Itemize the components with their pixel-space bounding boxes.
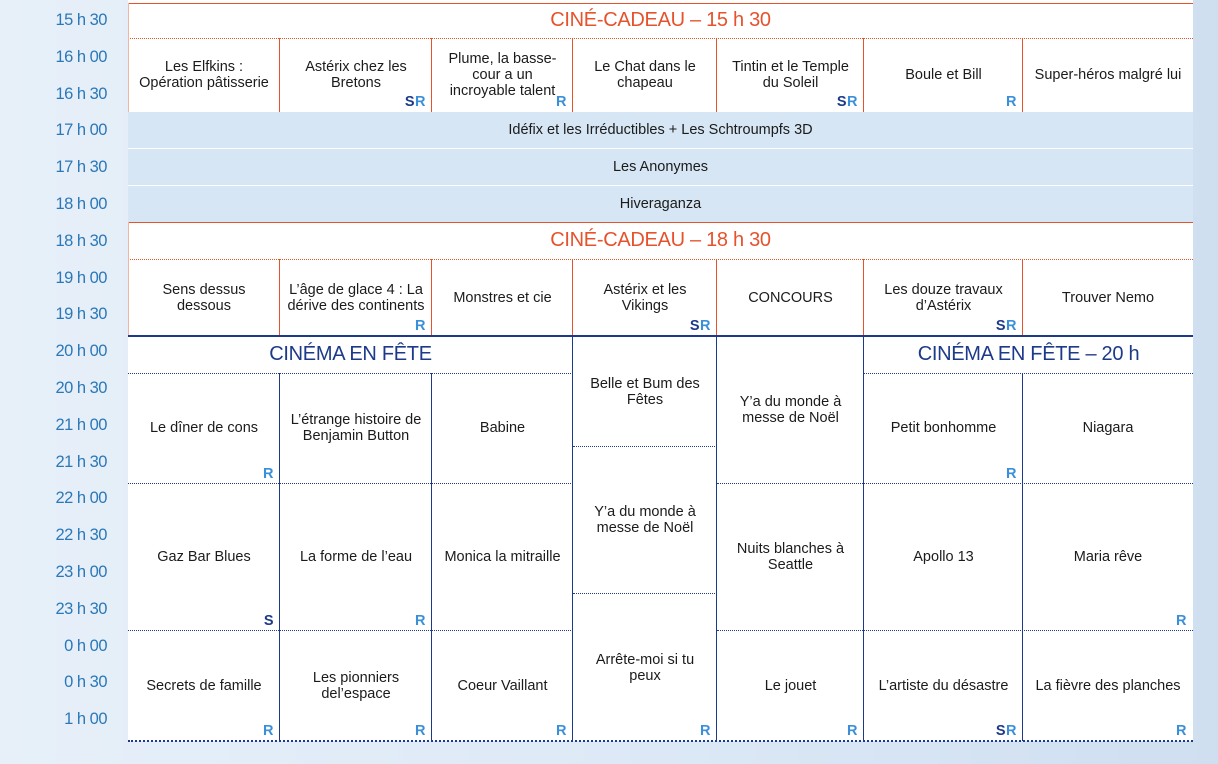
time-label: 23 h 30 (55, 599, 107, 618)
grid-line (573, 593, 717, 594)
program-title: Les pionniers del’espace (312, 670, 400, 703)
grid-line (572, 38, 573, 112)
program-cell (573, 447, 717, 594)
program-title: Boule et Bill (905, 67, 982, 84)
grid-line (128, 740, 1193, 742)
program-title: Hiveraganza (619, 195, 702, 212)
rating-badge (264, 614, 274, 629)
program-title: Maria rêve (1073, 549, 1143, 566)
badge-r: R (1006, 318, 1017, 335)
program-cell (1023, 373, 1193, 483)
program-title: CONCOURS (748, 289, 833, 306)
program-title: Y’a du monde à messe de Noël (739, 394, 842, 427)
program-title: La forme de l’eau (299, 549, 413, 566)
rating-badge (1006, 95, 1017, 110)
program-cell (280, 38, 432, 112)
program-cell (717, 484, 864, 631)
badge-r: R (556, 723, 567, 740)
program-cell (128, 631, 280, 741)
time-label: 17 h 30 (55, 158, 107, 177)
header-cine-cadeau-1530: CINÉ-CADEAU – 15 h 30 (128, 3, 1193, 38)
grid-line (128, 373, 573, 374)
program-title: Niagara (1082, 420, 1134, 437)
program-cell (1023, 259, 1193, 336)
time-label: 15 h 30 (55, 11, 107, 29)
program-cell (280, 373, 432, 483)
program-cell (128, 484, 280, 631)
grid-line (1022, 259, 1023, 336)
time-label: 21 h 00 (55, 415, 107, 434)
grid-line (863, 259, 864, 336)
program-title: Apollo 13 (913, 549, 974, 566)
badge-s: S (836, 93, 848, 110)
program-title: Monica la mitraille (444, 549, 561, 566)
time-label: 19 h 00 (55, 268, 107, 287)
rating-badge (263, 724, 274, 739)
grid-line (863, 38, 864, 112)
time-label: 0 h 00 (64, 636, 107, 655)
program-title: Super-héros malgré lui (1034, 67, 1182, 84)
program-cell (864, 259, 1023, 336)
badge-r: R (556, 93, 567, 110)
grid-line (431, 38, 432, 112)
grid-line (717, 483, 1193, 484)
program-title: L’artiste du désastre (878, 678, 1009, 695)
program-title: Petit bonhomme (890, 420, 997, 437)
rating-badge (263, 467, 274, 482)
program-cell (1023, 484, 1193, 631)
rating-badge (700, 724, 711, 739)
badge-r: R (415, 93, 426, 110)
grid-line (279, 38, 280, 112)
header-cine-cadeau-1830: CINÉ-CADEAU – 18 h 30 (128, 222, 1193, 259)
time-label: 18 h 30 (55, 231, 107, 250)
grid-line (128, 222, 129, 336)
program-cell (128, 373, 280, 483)
program-cell (864, 631, 1023, 741)
program-title: Plume, la basse-cour a un incroyable talent (448, 51, 557, 100)
program-cell (280, 259, 432, 336)
program-title: Babine (479, 420, 526, 437)
program-title: L’âge de glace 4 : La dérive des continents (287, 281, 425, 314)
rating-badge (996, 319, 1017, 334)
badge-r: R (263, 723, 274, 740)
program-cell (717, 336, 864, 483)
program-cell (432, 373, 573, 483)
time-label: 23 h 00 (55, 563, 107, 581)
time-label: 16 h 00 (55, 47, 107, 66)
time-label: 19 h 30 (55, 305, 107, 324)
program-title: Astérix chez les Bretons (305, 59, 407, 92)
program-title: Les douze travaux d’Astérix (884, 281, 1003, 314)
grid-line (716, 259, 717, 336)
time-label: 0 h 30 (64, 673, 107, 692)
grid-line (717, 630, 1193, 631)
badge-r: R (415, 612, 426, 629)
program-cell (717, 259, 864, 336)
badge-s: S (995, 318, 1007, 335)
program-cell (432, 38, 573, 112)
rating-badge (1176, 614, 1187, 629)
program-cell (128, 259, 280, 336)
program-title: Les Anonymes (612, 159, 709, 176)
program-cell (573, 336, 717, 446)
time-label: 1 h 00 (64, 710, 107, 729)
program-cell (432, 259, 573, 336)
time-label: 16 h 30 (55, 84, 107, 103)
program-title: Coeur Vaillant (457, 678, 548, 695)
rating-badge (405, 95, 426, 110)
time-axis (0, 0, 120, 764)
badge-r: R (263, 465, 274, 482)
program-title: L’étrange histoire de Benjamin Button (290, 412, 422, 445)
time-label: 18 h 00 (55, 195, 107, 213)
rating-badge (415, 724, 426, 739)
program-title: La fièvre des planches (1035, 678, 1181, 695)
time-label: 21 h 30 (55, 452, 107, 471)
badge-s: S (689, 318, 701, 335)
header-cinema-en-fete: CINÉMA EN FÊTE (128, 336, 573, 373)
program-title: Secrets de famille (146, 678, 262, 695)
grid-line (279, 373, 280, 741)
program-cell (573, 594, 717, 741)
badge-r: R (1006, 93, 1017, 110)
program-title: Trouver Nemo (1061, 289, 1155, 306)
program-cell (1023, 631, 1193, 741)
grid-line (573, 446, 717, 447)
grid-line (716, 38, 717, 112)
badge-r: R (1176, 723, 1187, 740)
rating-badge (1176, 724, 1187, 739)
time-label: 22 h 00 (55, 489, 107, 508)
grid-line (128, 38, 1193, 39)
rating-badge (415, 614, 426, 629)
program-cell (128, 38, 280, 112)
program-cell (864, 484, 1023, 631)
grid-line (128, 3, 129, 112)
rating-badge (837, 95, 858, 110)
rating-badge (556, 724, 567, 739)
grid-line (128, 222, 1193, 223)
grid-line (128, 483, 573, 484)
program-title: Nuits blanches à Seattle (736, 541, 845, 574)
grid-line (128, 335, 1193, 337)
program-title: Le jouet (764, 678, 817, 695)
badge-s: S (995, 723, 1007, 740)
program-title: Y’a du monde à messe de Noël (594, 504, 696, 537)
program-cell (717, 631, 864, 741)
program-cell (864, 38, 1023, 112)
grid-line (572, 336, 573, 741)
program-title: Belle et Bum des Fêtes (590, 375, 700, 408)
program-title: Les Elfkins : Opération pâtisserie (139, 59, 269, 92)
grid-line (128, 3, 1193, 4)
badge-r: R (1006, 465, 1017, 482)
time-label: 17 h 00 (55, 121, 107, 140)
band-program (128, 186, 1193, 223)
grid-line (431, 373, 432, 741)
program-cell (573, 259, 717, 336)
header-cinema-en-fete-20h: CINÉMA EN FÊTE – 20 h (864, 336, 1193, 373)
band-program (128, 112, 1193, 149)
grid-line (572, 259, 573, 336)
program-title: Astérix et les Vikings (603, 281, 687, 314)
rating-badge (847, 724, 858, 739)
program-cell (432, 484, 573, 631)
program-title: Arrête-moi si tu peux (595, 651, 695, 684)
grid-line (128, 259, 1193, 260)
badge-r: R (415, 723, 426, 740)
badge-r: R (700, 723, 711, 740)
program-title: Le dîner de cons (149, 420, 259, 437)
grid-line (431, 259, 432, 336)
badge-r: R (1176, 612, 1187, 629)
grid-line (279, 259, 280, 336)
badge-r: R (700, 318, 711, 335)
program-cell (280, 631, 432, 741)
time-label: 20 h 00 (55, 342, 107, 361)
badge-r: R (415, 318, 426, 335)
program-title: Gaz Bar Blues (157, 549, 251, 566)
program-title: Sens dessus dessous (162, 281, 246, 314)
rating-badge (690, 319, 711, 334)
badge-r: R (847, 93, 858, 110)
rating-badge (1006, 467, 1017, 482)
badge-r: R (847, 723, 858, 740)
grid-line (128, 630, 573, 631)
program-cell (864, 373, 1023, 483)
program-title: Le Chat dans le chapeau (594, 59, 696, 92)
program-title: Monstres et cie (453, 289, 552, 306)
grid-line (1022, 38, 1023, 112)
program-title: Idéfix et les Irréductibles + Les Schtroumpfs 3D (508, 122, 813, 139)
badge-s: S (404, 93, 416, 110)
badge-s: S (263, 612, 274, 629)
band-program (128, 149, 1193, 186)
rating-badge (996, 724, 1017, 739)
program-cell (717, 38, 864, 112)
schedule-grid (128, 0, 1193, 764)
rating-badge (415, 319, 426, 334)
time-label: 20 h 30 (55, 379, 107, 397)
grid-line (1022, 373, 1023, 741)
badge-r: R (1006, 723, 1017, 740)
program-cell (432, 631, 573, 741)
time-label: 22 h 30 (55, 526, 107, 545)
program-title: Tintin et le Temple du Soleil (732, 59, 849, 92)
program-cell (1023, 38, 1193, 112)
program-cell (573, 38, 717, 112)
grid-line (864, 373, 1193, 374)
rating-badge (556, 95, 567, 110)
program-cell (280, 484, 432, 631)
grid-line (716, 336, 717, 741)
grid-line (863, 336, 864, 741)
